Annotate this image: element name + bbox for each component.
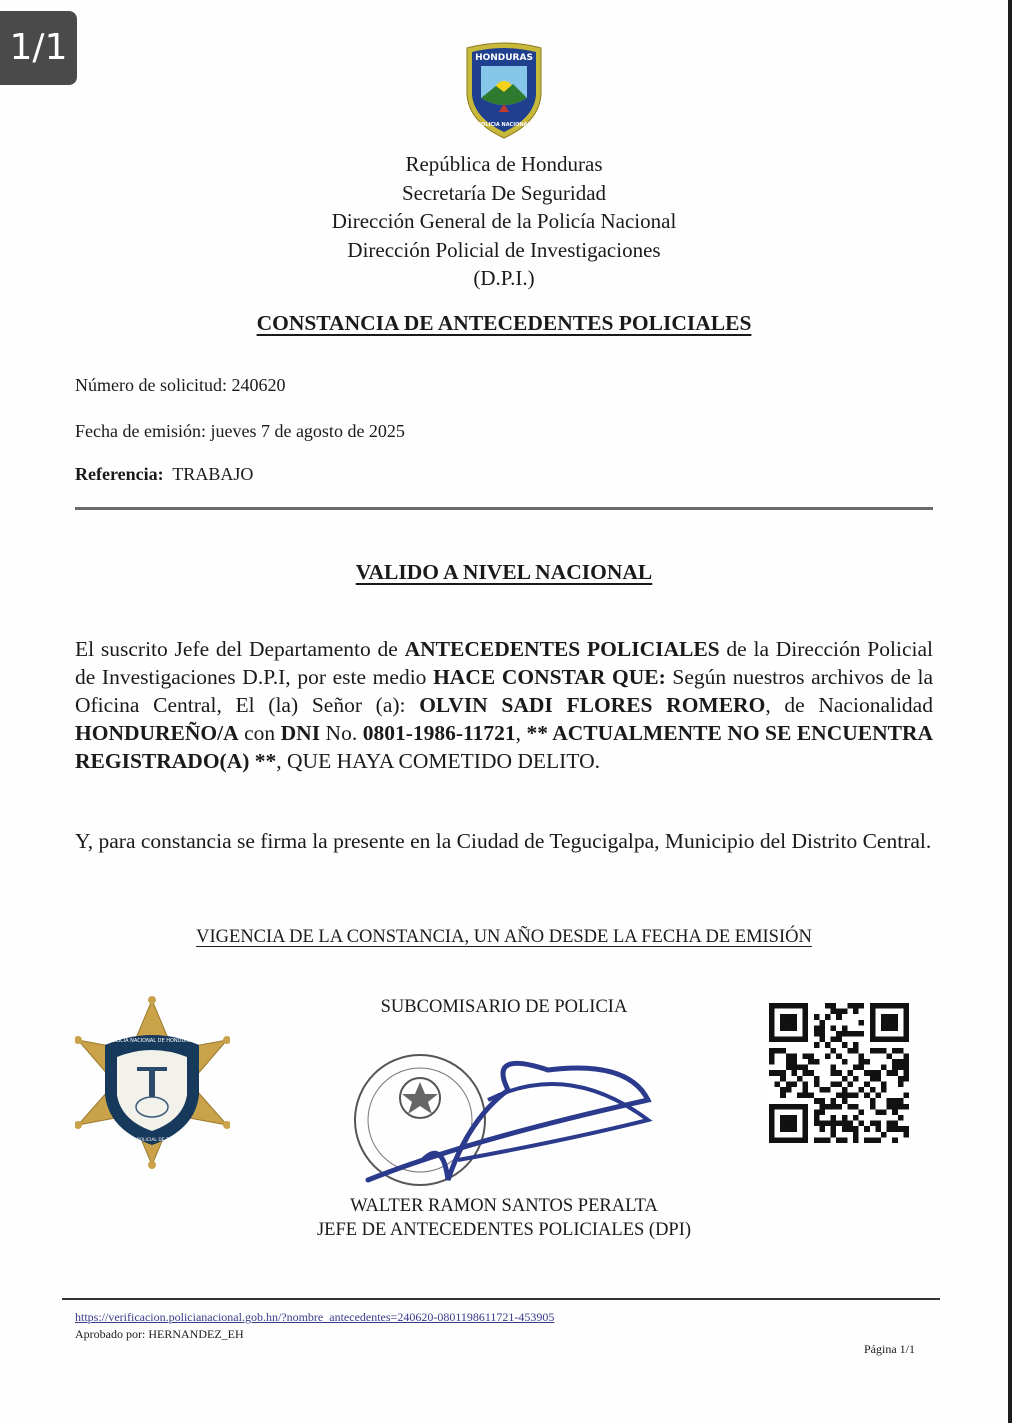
solicitud-field [75, 375, 285, 396]
header-line-3: Dirección General de la Policía Nacional [331, 209, 677, 233]
fecha-label: Fecha de emisión: [75, 421, 206, 441]
referencia-value: TRABAJO [172, 464, 254, 484]
record-status: ** ACTUALMENTE NO SE ENCUENTRA REGISTRADO(A) ** [75, 721, 934, 773]
police-crest-logo [461, 40, 547, 140]
person-name: OLVIN SADI FLORES ROMERO [419, 693, 766, 717]
viewer-edge [1008, 0, 1012, 1423]
telematica-badge-logo [75, 995, 230, 1170]
divider [75, 507, 933, 510]
signer-position: JEFE DE ANTECEDENTES POLICIALES (DPI) [316, 1220, 692, 1240]
verification-link[interactable]: https://verificacion.policianacional.gob.hn/?nombre_antecedentes=240620-0801198611721-453905 [75, 1310, 555, 1324]
nationality: HONDUREÑO/A [75, 721, 239, 745]
approved-by: Aprobado por: HERNANDEZ_EH [75, 1327, 244, 1341]
badge-bottom-text: DIRECCION POLICIAL DE TELEMATICA [110, 1138, 194, 1143]
header-line-1: República de Honduras [405, 152, 603, 176]
validity-heading: VALIDO A NIVEL NACIONAL [355, 560, 653, 584]
validity-period: VIGENCIA DE LA CONSTANCIA, UN AÑO DESDE LA FECHA DE EMISIÓN [196, 927, 812, 947]
crest-text: HONDURAS [475, 53, 533, 63]
crest-bottom-text: POLICIA NACIONAL [477, 122, 531, 128]
solicitud-value: 240620 [231, 375, 286, 395]
verification-qr-code[interactable] [768, 1003, 910, 1143]
badge-top-text: POLICIA NACIONAL DE HONDURAS [108, 1038, 196, 1044]
signing-paragraph: Y, para constancia se firma la presente en la Ciudad de Tegucigalpa, Municipio del Distrito Central. [75, 829, 932, 853]
signer-rank: SUBCOMISARIO DE POLICIA [380, 997, 628, 1017]
page-indicator[interactable]: 1/1 [0, 11, 77, 85]
referencia-label: Referencia: [75, 464, 164, 484]
certification-paragraph: El suscrito Jefe del Departamento de ANTECEDENTES POLICIALES de la Dirección Policial de Investigaciones D.P.I, por este medio HACE CONSTAR QUE: Según nuestros archivos de la Oficina Central, El (la) Señor (a): OLVIN SADI FLORES ROMERO, de Nacionalidad HONDUREÑO/A con DNI No. 0801-1986-11721, ** ACTUALMENTE NO SE ENCUENTRA REGISTRADO(A) **, QUE HAYA COMETIDO DELITO. [75, 637, 934, 773]
footer-divider [62, 1298, 940, 1300]
fecha-field [75, 421, 405, 442]
header-line-5: (D.P.I.) [473, 266, 535, 290]
fecha-value: jueves 7 de agosto de 2025 [210, 421, 405, 441]
page-number: Página 1/1 [864, 1342, 915, 1356]
referencia-field [75, 464, 253, 485]
signature-seal [348, 1030, 658, 1200]
solicitud-label: Número de solicitud: [75, 375, 227, 395]
header-line-4: Dirección Policial de Investigaciones [347, 237, 661, 262]
document-title: CONSTANCIA DE ANTECEDENTES POLICIALES [256, 311, 752, 335]
header-line-2: Secretaría De Seguridad [401, 180, 607, 205]
dni-number: 0801-1986-11721 [362, 721, 516, 745]
signer-name: WALTER RAMON SANTOS PERALTA [350, 1196, 658, 1216]
